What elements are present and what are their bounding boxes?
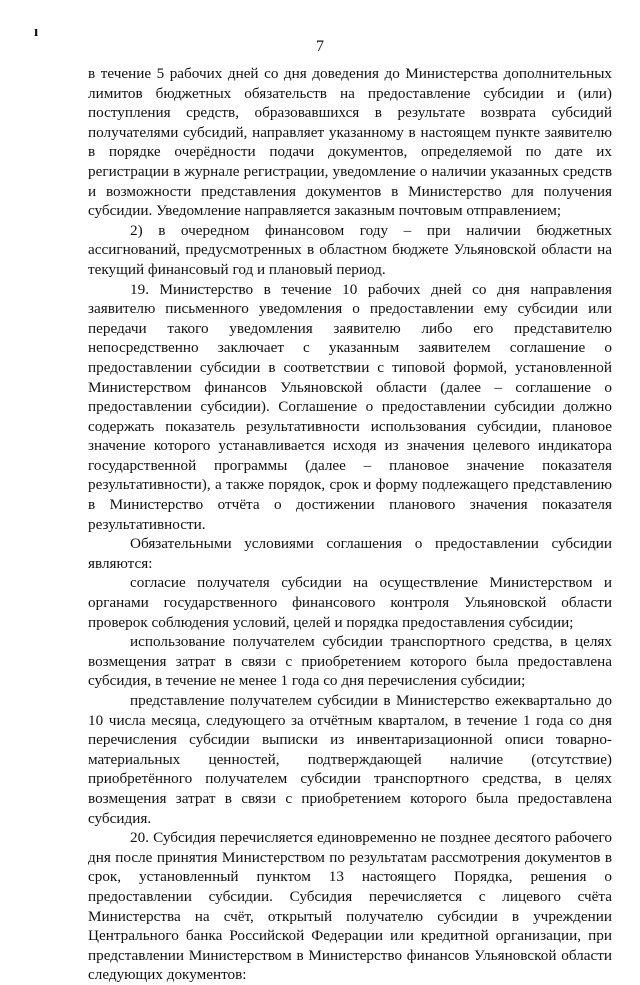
margin-mark: ı [34, 24, 39, 40]
paragraph-clause-20: 20. Субсидия перечисляется единовременно не позднее десятого рабочего дня после принятия Министерством по результатам рассмотрения документов в срок, установленный пунктом 13 настоящего Порядка, решения о предоставлении субсидии. Субсидия перечисляется с лицевого счёта Министерства на счёт, открытый получателю субсидии в учреждении Центрального банка Российской Федерации или кредитной организации, при представлении Министерством в Министерство финансов Ульяновской области следующих документов: [88, 829, 612, 984]
paragraph-mandatory-conditions: Обязательными условиями соглашения о предоставлении субсидии являются: [88, 535, 612, 572]
paragraph-condition-consent: согласие получателя субсидии на осуществление Министерством и органами государственного финансового контроля Ульяновской области проверок соблюдения условий, целей и порядка предоставления субсидии; [88, 574, 612, 631]
document-body [88, 64, 612, 985]
paragraph-item-2: 2) в очередном финансовом году – при наличии бюджетных ассигнований, предусмотренных в областном бюджете Ульяновской области на текущий финансовый год и плановый период. [88, 221, 612, 278]
paragraph-condition-use: использование получателем субсидии транспортного средства, в целях возмещения затрат в связи с приобретением которого была предоставлена субсидия, в течение не менее 1 года со дня перечисления субсидии; [88, 633, 612, 690]
paragraph-clause-19: 19. Министерство в течение 10 рабочих дней со дня направления заявителю письменного уведомления о предоставлении ему субсидии или передачи такого уведомления заявителю либо его представителю непосредственно заключает с указанным заявителем соглашение о предоставлении субсидии в соответствии с типовой формой, установленной Министерством финансов Ульяновской области (далее – соглашение о предоставлении субсидии). Соглашение о предоставлении субсидии должно содержать показатель результативности использования субсидии, плановое значение которого устанавливается исходя из значения целевого индикатора государственной программы (далее – плановое значение показателя результативности), а также порядок, срок и форму подлежащего представлению в Министерство отчёта о достижении планового значения показателя результативности. [88, 280, 612, 533]
page-number: 7 [316, 38, 324, 55]
paragraph-continuation: в течение 5 рабочих дней со дня доведения до Министерства дополнительных лимитов бюджетных обязательств на предоставление субсидии и (или) поступления средств, образовавшихся в результате возврата субсидий получателями субсидий, направляет указанному в настоящем пункте заявителю в порядке очерёдности подачи документов, определяемой по дате их регистрации в журнале регистрации, уведомление о наличии указанных средств и возможности представления документов в Министерство для получения субсидии. Уведомление направляется заказным почтовым отправлением; [88, 65, 612, 220]
paragraph-condition-report: представление получателем субсидии в Министерство ежеквартально до 10 числа месяца, следующего за отчётным кварталом, в течение 1 года со дня перечисления субсидии выписки из инвентаризационной описи товарно-материальных ценностей, подтверждающей наличие (отсутствие) приобретённого получателем субсидии транспортного средства, в целях возмещения затрат в связи с приобретением которого была предоставлена субсидия. [88, 692, 612, 827]
